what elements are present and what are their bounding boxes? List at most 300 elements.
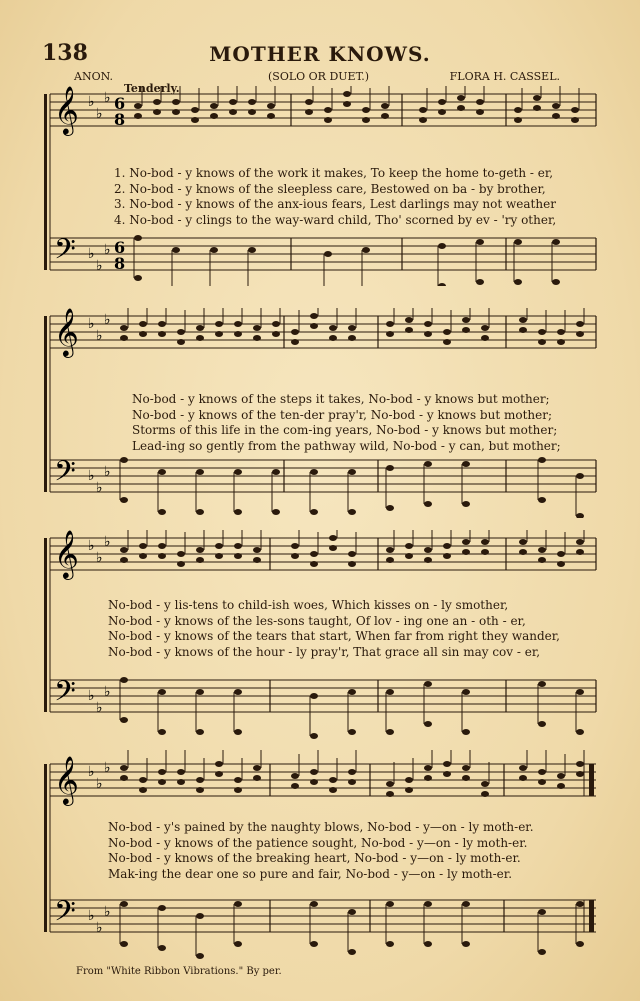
note-head (462, 765, 470, 771)
note-head (386, 331, 394, 337)
note-head (443, 771, 451, 777)
note-head (310, 509, 318, 515)
author-credit: ANON. (74, 70, 114, 83)
note-head (552, 279, 560, 285)
note-head (457, 105, 465, 111)
note-head (576, 901, 584, 907)
note-head (386, 321, 394, 327)
note-head (386, 557, 394, 563)
note-head (538, 681, 546, 687)
flat-icon: ♭ (88, 468, 95, 484)
final-barline (589, 764, 594, 796)
note-head (348, 949, 356, 955)
lyric-line: No-bod - y's pained by the naughty blows, No-bod - y—on - ly moth-er. (108, 820, 534, 834)
note-head (424, 775, 432, 781)
note-head (424, 941, 432, 947)
note-head (348, 909, 356, 915)
treble-clef-icon: 𝄞 (54, 86, 79, 134)
flat-icon: ♭ (104, 684, 111, 700)
note-head (329, 335, 337, 341)
note-head (386, 781, 394, 787)
note-head (120, 557, 128, 563)
lyric-line: No-bod - y knows of the patience sought, No-bod - y—on - ly moth-er. (108, 835, 528, 850)
note-head (196, 557, 204, 563)
note-head (310, 693, 318, 699)
note-head (348, 561, 356, 567)
flat-icon: ♭ (96, 258, 103, 274)
note-head (172, 99, 180, 105)
note-head (519, 765, 527, 771)
note-head (158, 469, 166, 475)
final-barline (589, 900, 594, 932)
treble-clef-icon: 𝄞 (54, 308, 79, 356)
note-head (386, 689, 394, 695)
note-head (196, 469, 204, 475)
note-head (576, 331, 584, 337)
lyric-line: No-bod - y knows of the hour - ly pray'r, That grace all sin may cov - er, (108, 644, 541, 659)
note-head (557, 773, 565, 779)
note-head (538, 547, 546, 553)
note-head (272, 321, 280, 327)
note-head (310, 779, 318, 785)
note-head (538, 339, 546, 345)
flat-icon: ♭ (88, 764, 95, 780)
note-head (234, 777, 242, 783)
note-head (291, 773, 299, 779)
note-head (438, 109, 446, 115)
composer-credit: FLORA H. CASSEL. (449, 70, 560, 83)
note-head (538, 769, 546, 775)
flat-icon: ♭ (96, 700, 103, 716)
note-head (310, 941, 318, 947)
system-brace (44, 538, 47, 712)
note-head (424, 557, 432, 563)
system-brace (44, 316, 47, 492)
system-brace (44, 94, 47, 270)
note-head (386, 941, 394, 947)
note-head (557, 339, 565, 345)
note-head (120, 941, 128, 947)
time-signature-bottom: 8 (114, 110, 126, 129)
flat-icon: ♭ (88, 246, 95, 262)
lyric-line: No-bod - y knows of the steps it takes, No-bod - y knows but mother; (132, 392, 550, 406)
note-head (424, 721, 432, 727)
note-head (134, 275, 142, 281)
flat-icon: ♭ (104, 760, 111, 776)
note-head (215, 321, 223, 327)
note-head (305, 109, 313, 115)
note-head (533, 105, 541, 111)
note-head (533, 95, 541, 101)
lyric-line: 2. No-bod - y knows of the sleepless care, Bestowed on ba - by brother, (114, 181, 546, 196)
note-head (538, 779, 546, 785)
note-head (158, 543, 166, 549)
note-head (576, 771, 584, 777)
flat-icon: ♭ (88, 316, 95, 332)
verse-lines-4 (108, 820, 534, 882)
note-head (324, 251, 332, 257)
note-head (229, 99, 237, 105)
note-head (552, 239, 560, 245)
note-head (234, 941, 242, 947)
note-head (438, 99, 446, 105)
note-head (538, 457, 546, 463)
note-head (462, 901, 470, 907)
treble-clef-icon: 𝄞 (54, 755, 79, 804)
note-head (424, 321, 432, 327)
note-head (196, 547, 204, 553)
note-head (557, 783, 565, 789)
note-head (481, 791, 489, 797)
flat-icon: ♭ (104, 242, 111, 258)
note-head (424, 331, 432, 337)
note-head (177, 561, 185, 567)
note-head (272, 509, 280, 515)
note-head (462, 317, 470, 323)
note-head (177, 339, 185, 345)
note-head (538, 949, 546, 955)
note-head (386, 901, 394, 907)
note-head (324, 107, 332, 113)
page-number: 138 (42, 40, 88, 66)
flat-icon: ♭ (96, 106, 103, 122)
note-head (272, 469, 280, 475)
note-head (310, 901, 318, 907)
note-head (457, 95, 465, 101)
note-head (234, 901, 242, 907)
note-head (386, 791, 394, 797)
note-head (557, 329, 565, 335)
note-head (196, 787, 204, 793)
flat-icon: ♭ (104, 904, 111, 920)
time-signature-top: 6 (114, 94, 126, 113)
note-head (172, 109, 180, 115)
note-head (120, 775, 128, 781)
lyric-line: Storms of this life in the com-ing years, No-bod - y knows but mother; (132, 423, 558, 437)
note-head (362, 247, 370, 253)
note-head (253, 775, 261, 781)
note-head (348, 335, 356, 341)
note-head (210, 103, 218, 109)
note-head (576, 761, 584, 767)
note-head (381, 113, 389, 119)
note-head (405, 787, 413, 793)
note-head (310, 313, 318, 319)
note-head (267, 113, 275, 119)
note-head (196, 729, 204, 735)
flat-icon: ♭ (104, 534, 111, 550)
note-head (571, 117, 579, 123)
note-head (139, 331, 147, 337)
note-head (519, 539, 527, 545)
note-head (120, 547, 128, 553)
note-head (443, 761, 451, 767)
note-head (481, 781, 489, 787)
flat-icon: ♭ (88, 688, 95, 704)
flat-icon: ♭ (96, 328, 103, 344)
note-head (557, 561, 565, 567)
note-head (476, 239, 484, 245)
note-head (462, 539, 470, 545)
note-head (158, 331, 166, 337)
note-head (348, 551, 356, 557)
note-head (191, 117, 199, 123)
flat-icon: ♭ (88, 538, 95, 554)
note-head (519, 549, 527, 555)
note-head (248, 109, 256, 115)
note-head (234, 553, 242, 559)
note-head (310, 469, 318, 475)
note-head (120, 765, 128, 771)
note-head (443, 339, 451, 345)
verse-lines-2 (132, 392, 561, 454)
note-head (481, 549, 489, 555)
hymn-title: MOTHER KNOWS. (209, 42, 431, 66)
note-head (120, 325, 128, 331)
note-head (405, 777, 413, 783)
note-head (234, 509, 242, 515)
lyric-line: 1. No-bod - y knows of the work it makes, To keep the home to-geth - er, (114, 166, 554, 180)
note-head (234, 321, 242, 327)
note-head (481, 325, 489, 331)
note-head (291, 329, 299, 335)
note-head (196, 913, 204, 919)
note-head (139, 787, 147, 793)
time-signature-top: 6 (114, 238, 126, 257)
system-brace (44, 764, 47, 932)
flat-icon: ♭ (88, 908, 95, 924)
note-head (519, 327, 527, 333)
note-head (348, 509, 356, 515)
lyric-line: Mak-ing the dear one so pure and fair, No-bod - y—on - ly moth-er. (108, 866, 513, 881)
note-head (519, 775, 527, 781)
note-head (234, 543, 242, 549)
note-head (329, 777, 337, 783)
note-head (419, 117, 427, 123)
note-head (329, 325, 337, 331)
note-head (576, 729, 584, 735)
note-head (158, 553, 166, 559)
note-head (196, 335, 204, 341)
note-head (139, 321, 147, 327)
note-head (552, 113, 560, 119)
note-head (139, 553, 147, 559)
time-signature-bottom: 8 (114, 254, 126, 273)
note-head (576, 941, 584, 947)
note-head (381, 103, 389, 109)
note-head (291, 553, 299, 559)
note-head (476, 109, 484, 115)
note-head (234, 729, 242, 735)
lyric-line: No-bod - y knows of the ten-der pray'r, No-bod - y knows but mother; (132, 407, 552, 422)
note-head (158, 779, 166, 785)
note-head (158, 689, 166, 695)
note-head (576, 689, 584, 695)
note-head (405, 327, 413, 333)
note-head (196, 325, 204, 331)
note-head (158, 905, 166, 911)
music-system-4 (44, 750, 600, 962)
treble-clef-icon: 𝄞 (54, 530, 79, 578)
music-system-2 (44, 308, 600, 518)
note-head (538, 557, 546, 563)
note-head (424, 547, 432, 553)
note-head (462, 549, 470, 555)
note-head (443, 543, 451, 549)
note-head (215, 553, 223, 559)
note-head (576, 539, 584, 545)
lyric-line: No-bod - y lis-tens to child-ish woes, Which kisses on - ly smother, (108, 598, 509, 612)
treble-staff (50, 538, 596, 570)
note-head (438, 243, 446, 249)
note-head (343, 101, 351, 107)
note-head (234, 689, 242, 695)
note-head (552, 103, 560, 109)
bass-staff (50, 680, 596, 712)
bass-clef-icon: 𝄢 (54, 233, 76, 273)
tempo-marking: Tenderly. (124, 82, 180, 95)
note-head (348, 769, 356, 775)
note-head (557, 551, 565, 557)
music-system-3 (44, 530, 600, 745)
note-head (481, 335, 489, 341)
note-head (253, 557, 261, 563)
flat-icon: ♭ (96, 920, 103, 936)
note-head (196, 689, 204, 695)
note-head (329, 787, 337, 793)
note-head (576, 321, 584, 327)
note-head (438, 283, 446, 286)
note-head (158, 509, 166, 515)
note-head (291, 339, 299, 345)
note-head (248, 247, 256, 253)
note-head (329, 545, 337, 551)
note-head (514, 117, 522, 123)
note-head (576, 473, 584, 479)
note-head (215, 331, 223, 337)
note-head (158, 945, 166, 951)
note-head (348, 469, 356, 475)
note-head (215, 543, 223, 549)
note-head (348, 325, 356, 331)
flat-icon: ♭ (88, 94, 95, 110)
note-head (120, 457, 128, 463)
note-head (196, 953, 204, 959)
lyric-line: 3. No-bod - y knows of the anx-ious fears, Lest darlings may not weather (114, 197, 556, 211)
note-head (310, 323, 318, 329)
note-head (514, 279, 522, 285)
bass-staff (50, 900, 596, 932)
note-head (291, 783, 299, 789)
bass-staff (50, 460, 596, 492)
note-head (481, 539, 489, 545)
lyric-line: 4. No-bod - y clings to the way-ward child, Tho' scorned by ev - 'ry other, (114, 212, 557, 227)
treble-staff (50, 316, 596, 348)
note-head (310, 769, 318, 775)
note-head (158, 769, 166, 775)
note-head (576, 549, 584, 555)
bass-clef-icon: 𝄢 (54, 675, 76, 715)
note-head (462, 729, 470, 735)
note-head (253, 325, 261, 331)
note-head (120, 335, 128, 341)
note-head (514, 239, 522, 245)
note-head (386, 505, 394, 511)
note-head (158, 321, 166, 327)
treble-staff (50, 764, 596, 796)
note-head (253, 765, 261, 771)
note-head (514, 107, 522, 113)
note-head (348, 729, 356, 735)
note-head (291, 543, 299, 549)
note-head (120, 497, 128, 503)
flat-icon: ♭ (104, 464, 111, 480)
note-head (120, 677, 128, 683)
note-head (362, 117, 370, 123)
note-head (443, 329, 451, 335)
bass-clef-icon: 𝄢 (54, 895, 76, 935)
note-head (386, 465, 394, 471)
flat-icon: ♭ (96, 550, 103, 566)
note-head (424, 901, 432, 907)
flat-icon: ♭ (104, 312, 111, 328)
note-head (229, 109, 237, 115)
note-head (462, 941, 470, 947)
note-head (158, 729, 166, 735)
note-head (538, 721, 546, 727)
note-head (324, 117, 332, 123)
note-head (177, 551, 185, 557)
note-head (310, 551, 318, 557)
note-head (462, 689, 470, 695)
bass-clef-icon: 𝄢 (54, 455, 76, 495)
note-head (134, 235, 142, 241)
note-head (196, 509, 204, 515)
note-head (272, 331, 280, 337)
lyric-line: Lead-ing so gently from the pathway wild, No-bod - y can, but mother; (132, 438, 561, 453)
note-head (196, 777, 204, 783)
note-head (134, 103, 142, 109)
note-head (153, 99, 161, 105)
note-head (210, 247, 218, 253)
note-head (120, 901, 128, 907)
note-head (405, 317, 413, 323)
note-head (177, 779, 185, 785)
note-head (253, 547, 261, 553)
note-head (405, 543, 413, 549)
note-head (234, 787, 242, 793)
note-head (120, 717, 128, 723)
note-head (329, 535, 337, 541)
flat-icon: ♭ (96, 480, 103, 496)
note-head (424, 765, 432, 771)
flat-icon: ♭ (96, 776, 103, 792)
note-head (424, 681, 432, 687)
note-head (348, 779, 356, 785)
lyric-line: No-bod - y knows of the breaking heart, No-bod - y—on - ly moth-er. (108, 851, 521, 865)
lyric-line: No-bod - y knows of the tears that start, When far from right they wander, (108, 629, 560, 643)
note-head (424, 501, 432, 507)
note-head (386, 729, 394, 735)
note-head (462, 501, 470, 507)
note-head (139, 777, 147, 783)
note-head (305, 99, 313, 105)
note-head (234, 469, 242, 475)
note-head (248, 99, 256, 105)
source-credit: From "White Ribbon Vibrations." By per. (76, 966, 282, 977)
note-head (267, 103, 275, 109)
note-head (153, 109, 161, 115)
